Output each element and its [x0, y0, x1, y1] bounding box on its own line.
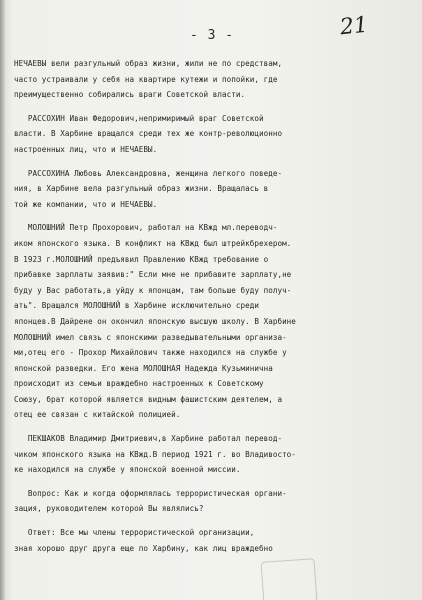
text-line: буду у Вас работать,а уйду к японцам, там больше буду получ- [14, 285, 292, 295]
archive-stamp [261, 558, 318, 600]
text-line: прибавке зарплаты заявив:" Если мне не прибавите зарплату,не [14, 270, 292, 280]
text-line: ке находился на службе у японской военной миссии. [14, 465, 241, 475]
paragraph-gap [14, 212, 414, 220]
text-line: зация, руководителем которой Вы являлись? [14, 504, 204, 514]
text-line: происходит из семьи враждебно настроенных к Советскому [14, 379, 264, 389]
text-line: НЕЧАЕВЫ вели разгульный образ жизни, жили не по средствам, [14, 59, 283, 68]
text-line: японцев.В Дайрене он окончил японскую высшую школу. В Харбине [14, 316, 296, 326]
text-line: зная хорошо друг друга еще по Харбину, как лиц враждебно [14, 543, 273, 553]
page-edge-shadow [0, 0, 6, 600]
text-line: ать". Вращался МОЛОШНИЙ в Харбине исключительно среди [14, 301, 259, 311]
text-line: Вопрос: Как и когда оформлялась террористическая органи- [14, 488, 287, 498]
text-line: РАССОХИНА Любовь Александровна, женщина легкого поведе- [14, 168, 283, 178]
text-line: настроенных лиц, что и НЕЧАЕВЫ. [14, 144, 158, 154]
text-line: ПЕКШАКОВ Владимир Дмитриевич,в Харбине работал перевод- [14, 434, 283, 444]
text-line: чиком японского языка на КВжд.В период 1921 г. во Владивосто- [14, 449, 296, 459]
text-line: ми,отец его - Прохор Михайлович также находился на службе у [14, 348, 287, 358]
text-line: иком японского языка. В конфликт на КВжд был штрейкбрехером. [14, 238, 292, 248]
text-line: Союзу, брат которой является видным фашистским деятелем, а [14, 394, 283, 404]
text-line: японской разведки. Его жена МОЛОШНАЯ Надежда Кузьминична [14, 363, 273, 373]
paragraph-gap [14, 103, 414, 111]
paragraph-gap [14, 517, 414, 525]
text-line: власти. В Харбине вращался среди тех же контр-революционно [14, 129, 283, 139]
folio-number: 21 [338, 12, 370, 41]
text-line: часто устраивали у себя на квартире кутежи и попойки, где [14, 74, 278, 84]
text-line: МОЛОШНИЙ имел связь с японскими разведывательными организа- [14, 332, 287, 342]
text-line: РАССОХИН Иван Федорович,непримиримый враг Советской [14, 113, 264, 123]
page-number: - 3 - [190, 28, 235, 43]
paragraph-gap [14, 423, 414, 431]
text-line: той же компании, что и НЕЧАЕВЫ. [14, 199, 158, 209]
text-line: преимущественно собирались враги Советской власти. [14, 90, 246, 100]
text-line: В 1923 г.МОЛОШНИЙ предъявил Правлению КВжд требование о [14, 254, 269, 264]
document-body [14, 56, 414, 556]
text-line: Ответ: Все мы члены террористической организации, [14, 528, 255, 538]
text-line: отец ее связан с китайской полицией. [14, 410, 181, 420]
paragraph-gap [14, 478, 414, 486]
text-line: МОЛОШНИЙ Петр Прохорович, работал на КВжд мл.переводч- [14, 223, 278, 233]
paragraph-gap [14, 158, 414, 166]
text-line: ния, в Харбине вела разгульный образ жизни. Вращалась в [14, 184, 269, 194]
